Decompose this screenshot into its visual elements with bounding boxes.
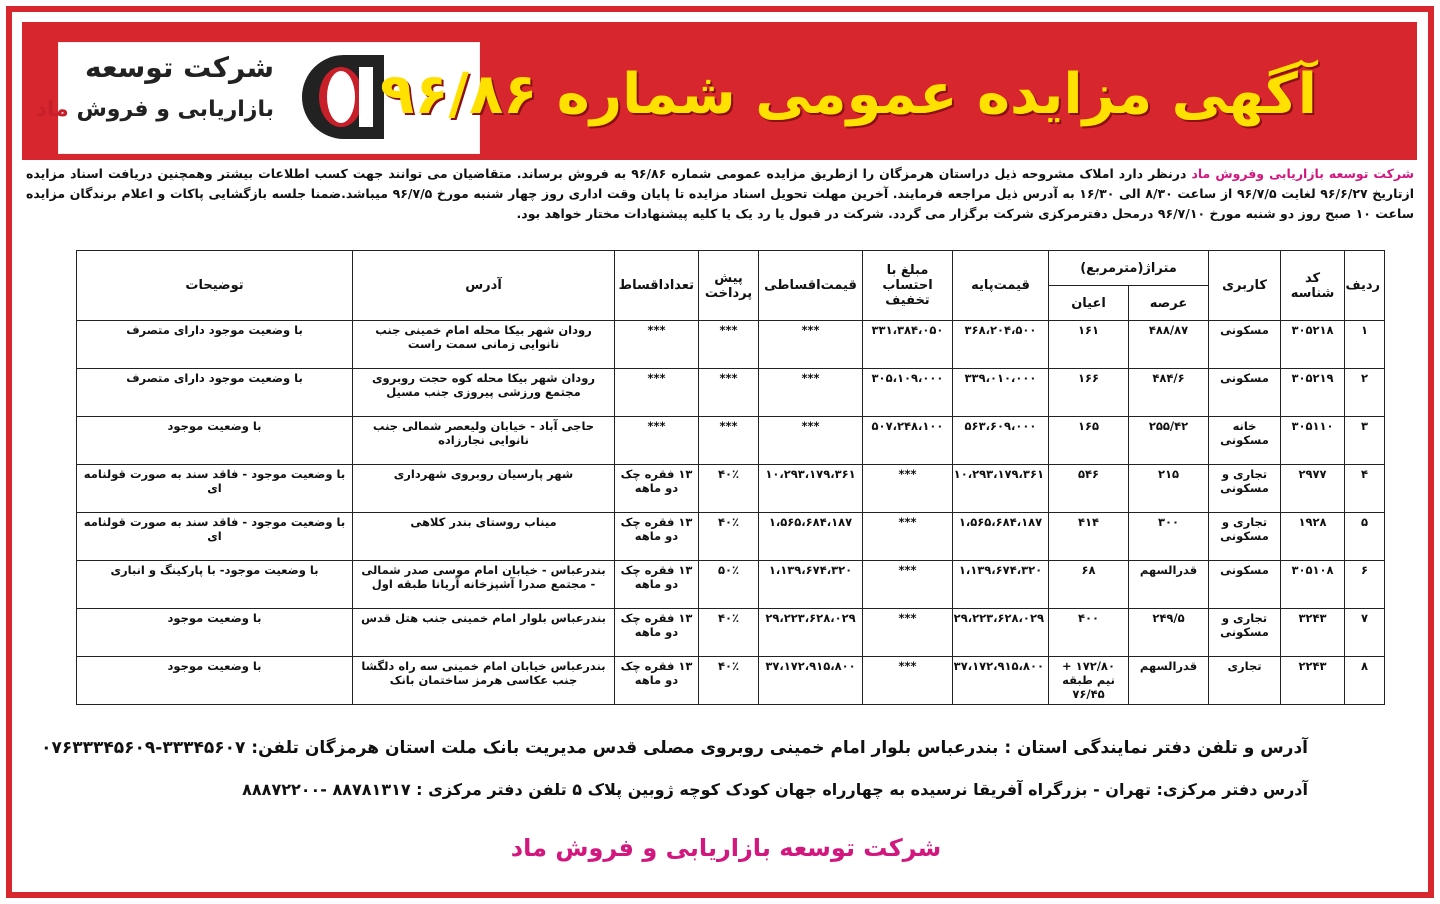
cell-code: ۳۰۵۱۰۸ [1281, 561, 1345, 609]
cell-notes: با وضعیت موجود - فاقد سند به صورت قولنامه ای [77, 513, 353, 561]
intro-company: شرکت توسعه بازاریابی وفروش ماد [1191, 166, 1415, 181]
cell-prepayment: ۴۰٪ [699, 513, 759, 561]
table-row [77, 465, 1385, 513]
cell-code: ۳۰۵۲۱۹ [1281, 369, 1345, 417]
cell-building: ۶۸ [1049, 561, 1129, 609]
cell-row: ۱ [1345, 321, 1385, 369]
cell-base-price: ۵۶۳،۶۰۹،۰۰۰ [953, 417, 1049, 465]
cell-notes: با وضعیت موجود- با پارکینگ و انباری [77, 561, 353, 609]
cell-usage: تجاری و مسکونی [1209, 465, 1281, 513]
cell-prepayment: ۴۰٪ [699, 657, 759, 705]
cell-installment-price: ۳۷،۱۷۲،۹۱۵،۸۰۰ [759, 657, 863, 705]
cell-code: ۱۹۲۸ [1281, 513, 1345, 561]
cell-land: قدرالسهم [1129, 561, 1209, 609]
cell-discount-price: ۳۳۱،۳۸۴،۰۵۰ [863, 321, 953, 369]
cell-installments: ۱۳ فقره چک دو ماهه [615, 561, 699, 609]
logo-line2 [36, 97, 274, 122]
cell-base-price: ۳۶۸،۲۰۴،۵۰۰ [953, 321, 1049, 369]
cell-land: ۴۸۴/۶ [1129, 369, 1209, 417]
cell-base-price: ۱،۱۳۹،۶۷۴،۳۲۰ [953, 561, 1049, 609]
cell-installments: *** [615, 417, 699, 465]
cell-notes: با وضعیت موجود دارای متصرف [77, 321, 353, 369]
cell-prepayment: *** [699, 369, 759, 417]
cell-row: ۲ [1345, 369, 1385, 417]
header-area: متراژ(مترمربع) [1049, 251, 1209, 286]
header-installment-price: قیمت‌اقساطی [759, 251, 863, 321]
table-row [77, 417, 1385, 465]
table-row [77, 369, 1385, 417]
cell-land: ۴۸۸/۸۷ [1129, 321, 1209, 369]
cell-row: ۴ [1345, 465, 1385, 513]
cell-code: ۳۰۵۱۱۰ [1281, 417, 1345, 465]
cell-usage: مسکونی [1209, 369, 1281, 417]
cell-land: ۲۱۵ [1129, 465, 1209, 513]
cell-address: شهر پارسیان روبروی شهرداری [353, 465, 615, 513]
cell-notes: با وضعیت موجود [77, 657, 353, 705]
header-address: آدرس [353, 251, 615, 321]
cell-building: ۱۷۲/۸۰ + نیم طبقه ۷۶/۴۵ [1049, 657, 1129, 705]
cell-land: ۲۴۹/۵ [1129, 609, 1209, 657]
cell-installments: ۱۳ فقره چک دو ماهه [615, 609, 699, 657]
cell-base-price: ۲۹،۲۲۳،۶۲۸،۰۲۹ [953, 609, 1049, 657]
cell-building: ۱۶۵ [1049, 417, 1129, 465]
cell-usage: مسکونی [1209, 321, 1281, 369]
cell-notes: با وضعیت موجود [77, 417, 353, 465]
cell-notes: با وضعیت موجود دارای متصرف [77, 369, 353, 417]
header-discount-price: مبلغ با احتساب تخفیف [863, 251, 953, 321]
cell-address: حاجی آباد - خیابان ولیعصر شمالی جنب نانوایی نجارزاده [353, 417, 615, 465]
table-row [77, 561, 1385, 609]
cell-building: ۵۴۶ [1049, 465, 1129, 513]
cell-base-price: ۳۳۹،۰۱۰،۰۰۰ [953, 369, 1049, 417]
cell-installment-price: ۱۰،۲۹۳،۱۷۹،۳۶۱ [759, 465, 863, 513]
header-usage: کاربری [1209, 251, 1281, 321]
cell-land: ۲۵۵/۴۲ [1129, 417, 1209, 465]
cell-discount-price: *** [863, 513, 953, 561]
intro-paragraph [26, 164, 1414, 234]
cell-address: رودان شهر بیکا محله کوه حجت روبروی مجتمع ورزشی پیروزی جنب مسیل [353, 369, 615, 417]
cell-building: ۴۱۴ [1049, 513, 1129, 561]
header-building: اعیان [1049, 286, 1129, 321]
cell-code: ۲۹۷۷ [1281, 465, 1345, 513]
cell-row: ۵ [1345, 513, 1385, 561]
cell-discount-price: *** [863, 609, 953, 657]
cell-prepayment: *** [699, 321, 759, 369]
cell-land: قدرالسهم [1129, 657, 1209, 705]
cell-usage: مسکونی [1209, 561, 1281, 609]
logo-line1: شرکت توسعه [84, 51, 274, 84]
cell-address: رودان شهر بیکا محله امام خمینی جنب نانوایی زمانی سمت راست [353, 321, 615, 369]
cell-prepayment: ۵۰٪ [699, 561, 759, 609]
cell-building: ۱۶۶ [1049, 369, 1129, 417]
table-row [77, 321, 1385, 369]
cell-discount-price: ۳۰۵،۱۰۹،۰۰۰ [863, 369, 953, 417]
header-prepayment: پیش پرداخت [699, 251, 759, 321]
cell-code: ۳۲۴۳ [1281, 609, 1345, 657]
cell-installments: *** [615, 321, 699, 369]
table-row [77, 657, 1385, 705]
header-land: عرصه [1129, 286, 1209, 321]
cell-installments: *** [615, 369, 699, 417]
cell-address: بندرعباس بلوار امام خمینی جنب هتل قدس [353, 609, 615, 657]
company-signature: شرکت توسعه بازاریابی و فروش ماد [510, 834, 942, 862]
cell-installments: ۱۳ فقره چک دو ماهه [615, 513, 699, 561]
logo-line2-prefix: بازاریابی و فروش [76, 97, 274, 122]
cell-notes: با وضعیت موجود - فاقد سند به صورت قولنامه ای [77, 465, 353, 513]
cell-installments: ۱۳ فقره چک دو ماهه [615, 657, 699, 705]
cell-installment-price: ۲۹،۲۲۳،۶۲۸،۰۲۹ [759, 609, 863, 657]
header-row-number: ردیف [1345, 251, 1385, 321]
cell-discount-price: ۵۰۷،۲۴۸،۱۰۰ [863, 417, 953, 465]
table-row [77, 609, 1385, 657]
cell-installment-price: *** [759, 417, 863, 465]
header-installments: تعداداقساط [615, 251, 699, 321]
cell-base-price: ۳۷،۱۷۲،۹۱۵،۸۰۰ [953, 657, 1049, 705]
cell-building: ۱۶۱ [1049, 321, 1129, 369]
provincial-office-text: بندرعباس بلوار امام خمینی روبروی مصلی قدس مدیریت بانک ملت استان هرمزگان تلفن: ۳۳۳۴۵۶۰۷-۰۷۶۳۳۳۴۵۶۰۹ [41, 738, 999, 758]
cell-usage: خانه مسکونی [1209, 417, 1281, 465]
cell-installments: ۱۳ فقره چک دو ماهه [615, 465, 699, 513]
page-title: آگهی مزایده عمومی شماره ۹۶/۸۶ [380, 62, 1317, 127]
header-notes: توضیحات [77, 251, 353, 321]
cell-prepayment: *** [699, 417, 759, 465]
cell-prepayment: ۴۰٪ [699, 465, 759, 513]
central-office-line: آدرس دفتر مرکزی: تهران - بزرگراه آفریقا نرسیده به چهارراه جهان کودک کوچه ژوبین پلاک ۵ تلفن دفتر مرکزی : ۸۸۷۸۱۳۱۷ -۸۸۸۷۲۲۰۰ [242, 780, 1308, 799]
cell-base-price: ۱،۵۶۵،۶۸۴،۱۸۷ [953, 513, 1049, 561]
cell-address: میناب روستای بندر کلاهی [353, 513, 615, 561]
cell-installment-price: *** [759, 321, 863, 369]
cell-prepayment: ۴۰٪ [699, 609, 759, 657]
cell-row: ۶ [1345, 561, 1385, 609]
auction-table [76, 250, 1385, 705]
table-row [77, 513, 1385, 561]
cell-notes: با وضعیت موجود [77, 609, 353, 657]
cell-address: بندرعباس خیابان امام خمینی سه راه دلگشا جنب عکاسی هرمز ساختمان بانک [353, 657, 615, 705]
cell-address: بندرعباس - خیابان امام موسی صدر شمالی - مجتمع صدرا آشپزخانه آریانا طبقه اول [353, 561, 615, 609]
header-banner [22, 22, 1417, 160]
provincial-office-label: آدرس و تلفن دفتر نمایندگی استان : [1004, 738, 1308, 758]
cell-land: ۳۰۰ [1129, 513, 1209, 561]
cell-installment-price: ۱،۵۶۵،۶۸۴،۱۸۷ [759, 513, 863, 561]
provincial-office-line [41, 738, 1308, 758]
cell-building: ۴۰۰ [1049, 609, 1129, 657]
ad-frame [6, 6, 1434, 898]
cell-base-price: ۱۰،۲۹۳،۱۷۹،۳۶۱ [953, 465, 1049, 513]
cell-row: ۳ [1345, 417, 1385, 465]
cell-code: ۳۰۵۲۱۸ [1281, 321, 1345, 369]
cell-usage: تجاری و مسکونی [1209, 513, 1281, 561]
intro-text: درنظر دارد املاک مشروحه ذیل دراستان هرمزگان را ازطریق مزایده عمومی شماره ۹۶/۸۶ به فروش برساند. متقاضیان می توانند جهت کسب اطلاعات بیشتر وهمچنین دریافت اسناد مزایده ازتاریخ ۹۶/۶/۲۷ لغایت ۹۶/۷/۵ از ساعت ۸/۳۰ الی ۱۶/۳۰ به آدرس ذیل مراجعه فرمایند. آخرین مهلت تحویل اسناد مزایده تا پایان وقت اداری روز چهار شنبه مورخ ۹۶/۷/۵ میباشد.ضمنا جلسه بازگشایی پاکات و اعلام برندگان مزایده ساعت ۱۰ صبح روز دو شنبه مورخ ۹۶/۷/۱۰ درمحل دفترمرکزی شرکت برگزار می گردد. شرکت در قبول یا رد یک یا کلیه پیشنهادات مختار خواهد بود. [26, 166, 1414, 221]
cell-usage: تجاری [1209, 657, 1281, 705]
cell-usage: تجاری و مسکونی [1209, 609, 1281, 657]
cell-installment-price: ۱،۱۳۹،۶۷۴،۳۲۰ [759, 561, 863, 609]
header-base-price: قیمت‌پایه [953, 251, 1049, 321]
cell-discount-price: *** [863, 657, 953, 705]
cell-discount-price: *** [863, 561, 953, 609]
cell-discount-price: *** [863, 465, 953, 513]
cell-code: ۲۲۴۳ [1281, 657, 1345, 705]
logo-brand: ماد [35, 97, 69, 122]
cell-row: ۷ [1345, 609, 1385, 657]
cell-installment-price: *** [759, 369, 863, 417]
cell-row: ۸ [1345, 657, 1385, 705]
header-code: کد شناسه [1281, 251, 1345, 321]
